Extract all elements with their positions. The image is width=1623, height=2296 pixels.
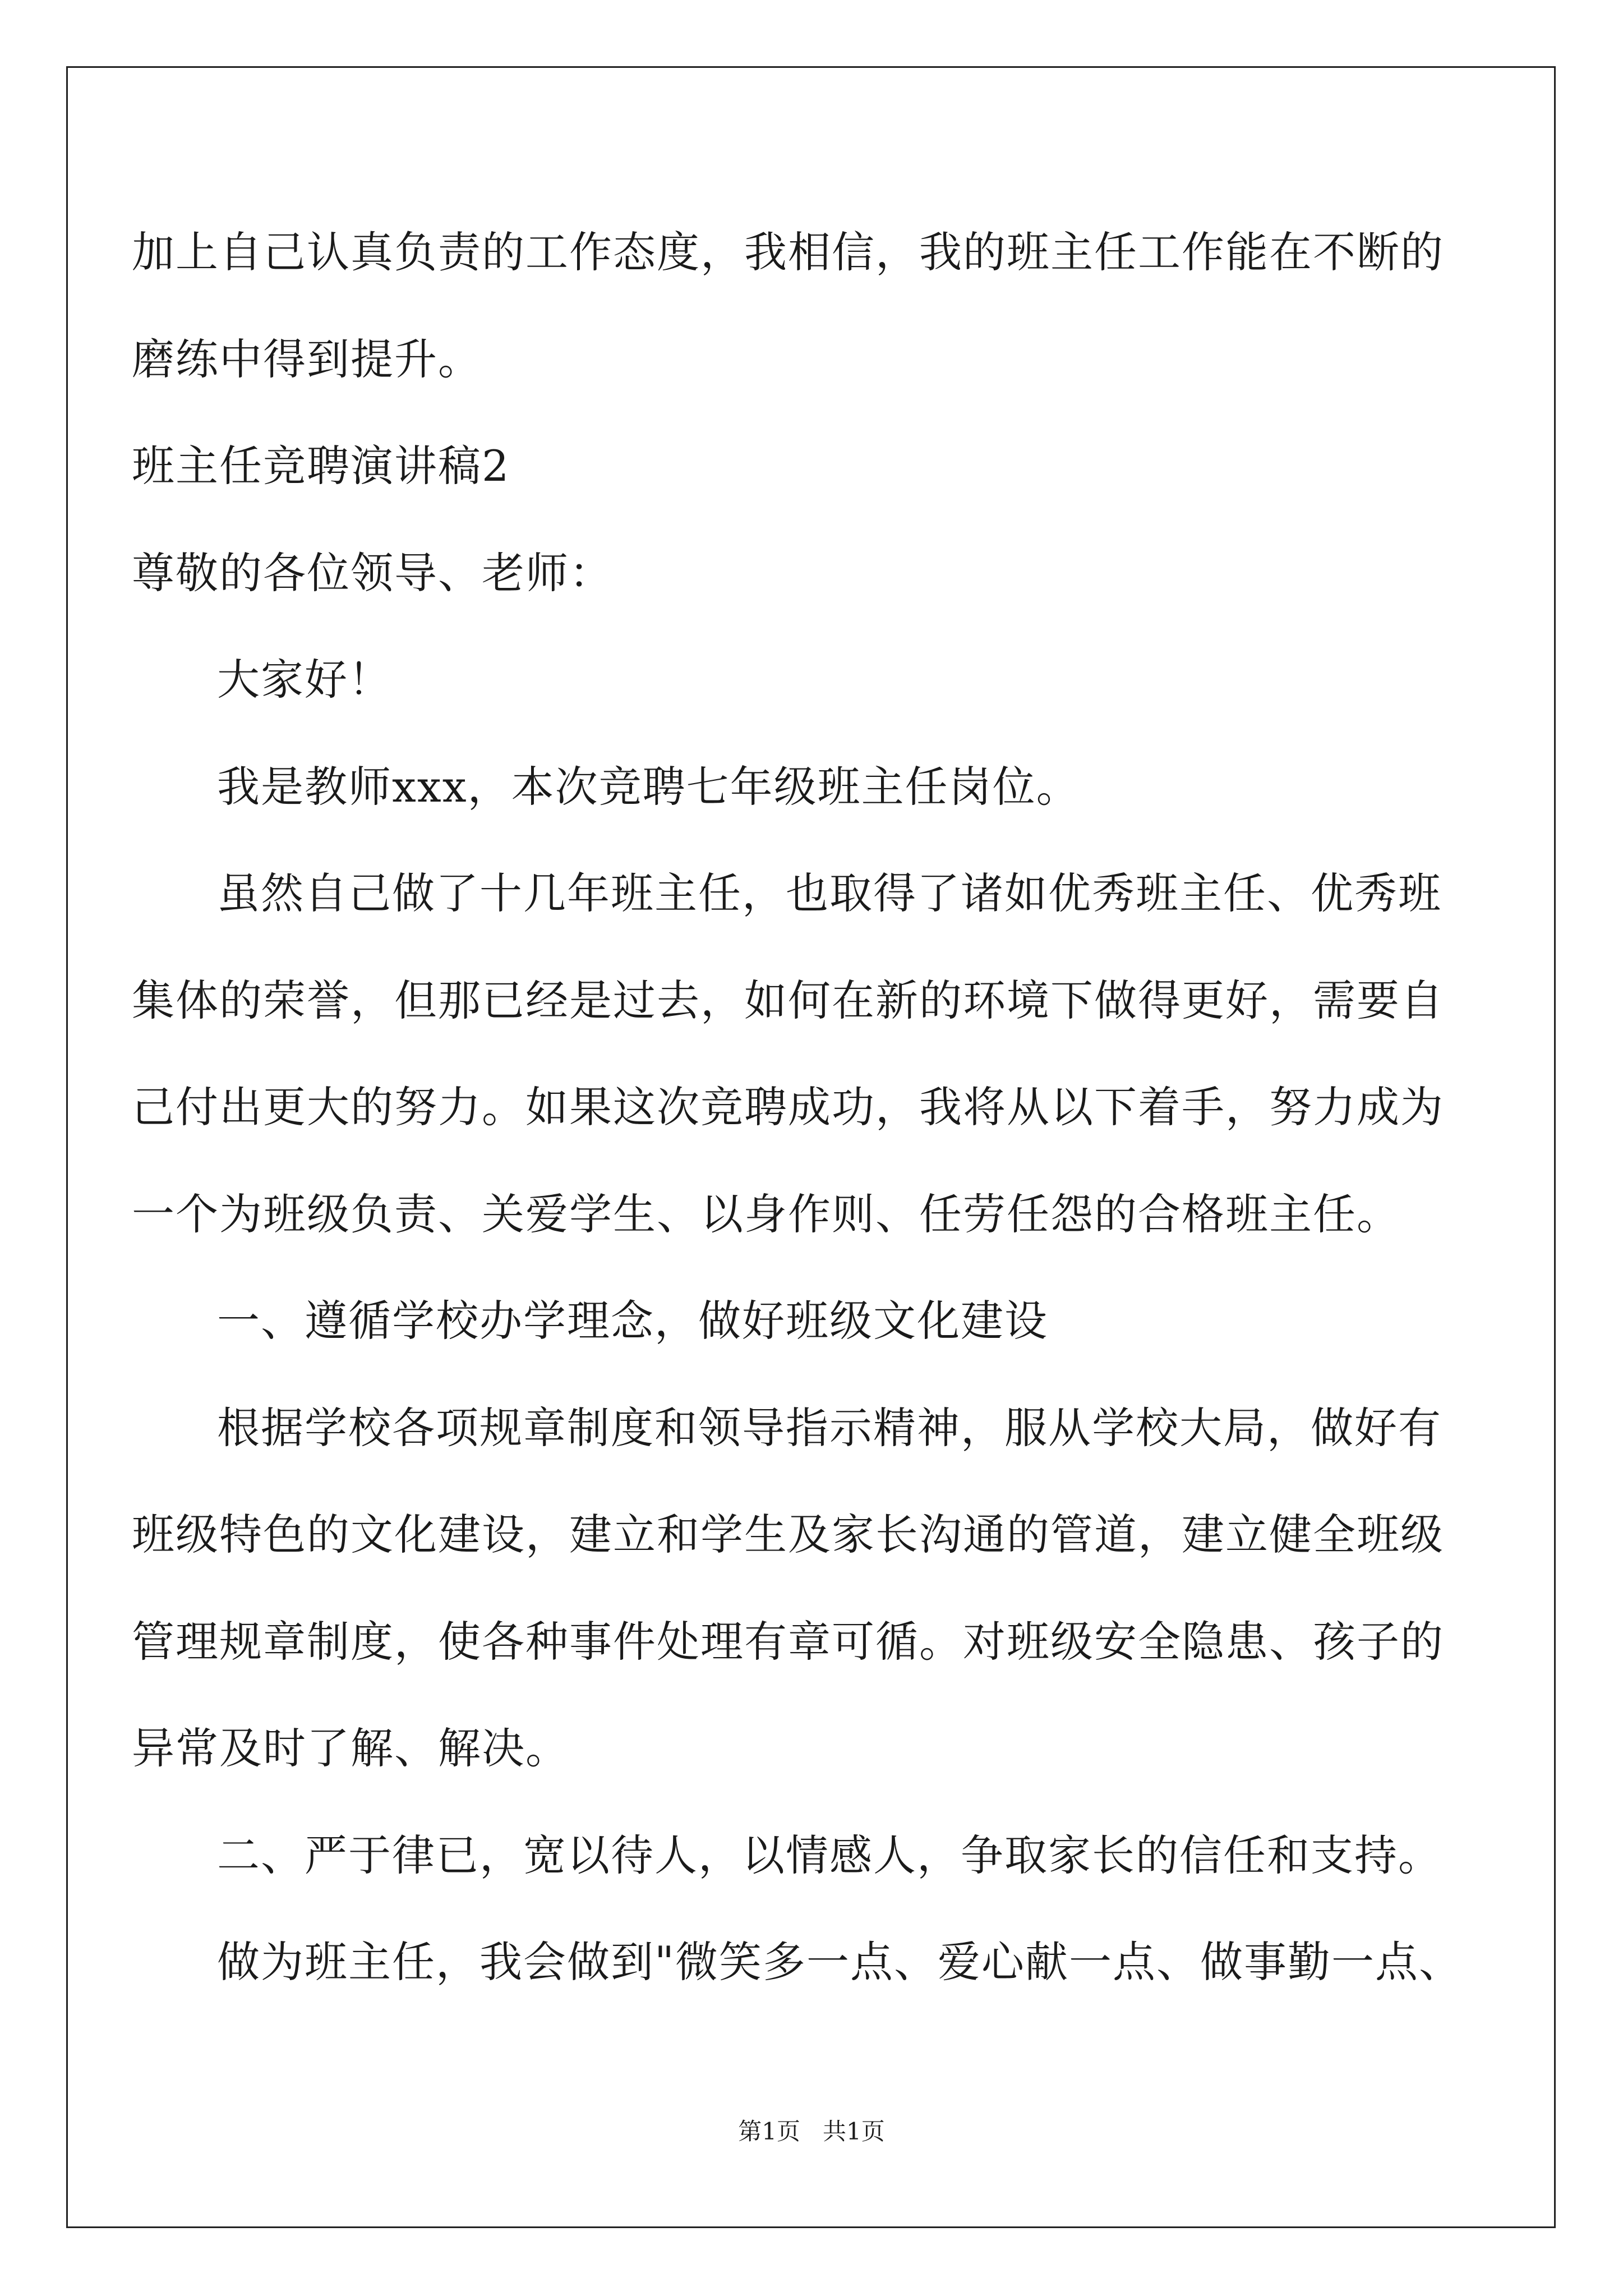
document-body bbox=[132, 199, 1506, 2016]
text-line: 一个为班级负责、关爱学生、以身作则、任劳任怨的合格班主任。 bbox=[132, 1189, 1400, 1239]
text-line: 虽然自己做了十几年班主任，也取得了诸如优秀班主任、优秀班 bbox=[217, 868, 1442, 918]
text-line: 管理规章制度，使各种事件处理有章可循。对班级安全隐患、孩子的 bbox=[132, 1616, 1444, 1667]
text-line: 磨练中得到提升。 bbox=[132, 334, 482, 384]
text-line: 加上自己认真负责的工作态度，我相信，我的班主任工作能在不断的 bbox=[132, 227, 1444, 277]
text-line: 班级特色的文化建设，建立和学生及家长沟通的管道，建立健全班级 bbox=[132, 1510, 1444, 1559]
text-line: 己付出更大的努力。如果这次竞聘成功，我将从以下着手，努力成为 bbox=[132, 1082, 1444, 1132]
text-line: 我是教师xxx，本次竞聘七年级班主任岗位。 bbox=[217, 761, 1080, 812]
page-footer: 第1页 共1页 bbox=[738, 2118, 885, 2145]
subheading: 一、遵循学校办学理念，做好班级文化建设 bbox=[217, 1296, 1048, 1346]
text-line: 异常及时了解、解决。 bbox=[132, 1723, 569, 1773]
salutation: 尊敬的各位领导、老师： bbox=[132, 547, 613, 598]
greeting: 大家好！ bbox=[217, 655, 392, 705]
text-line: 根据学校各项规章制度和领导指示精神，服从学校大局，做好有 bbox=[217, 1402, 1442, 1453]
text-line: 做为班主任，我会做到"微笑多一点、爱心献一点、做事勤一点、 bbox=[217, 1937, 1463, 1987]
text-line: 集体的荣誉，但那已经是过去，如何在新的环境下做得更好，需要自 bbox=[132, 975, 1444, 1025]
subheading: 二、严于律已，宽以待人，以情感人，争取家长的信任和支持。 bbox=[217, 1830, 1442, 1880]
section-title: 班主任竞聘演讲稿2 bbox=[132, 441, 510, 491]
